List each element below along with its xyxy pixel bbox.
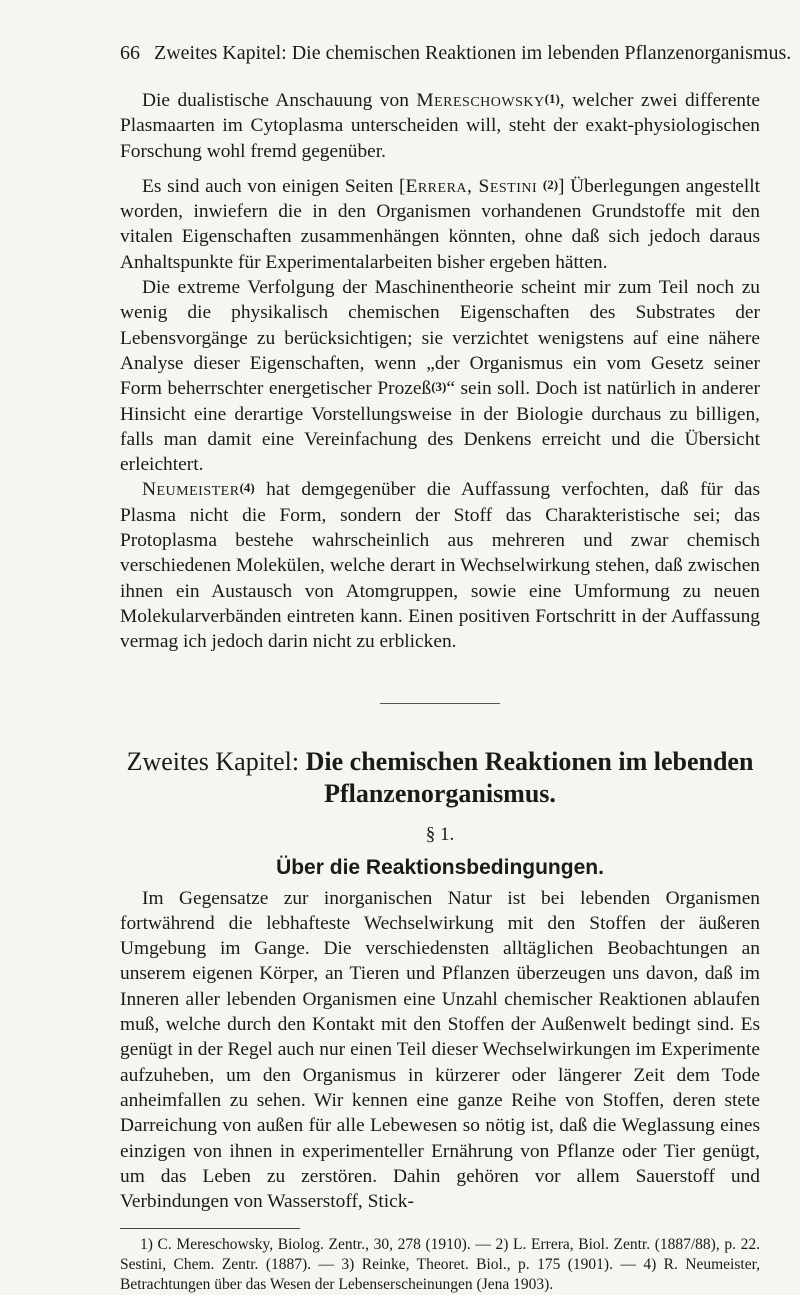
paragraph-3 xyxy=(120,275,760,477)
running-title: Zweites Kapitel: Die chemischen Reaktionen im lebenden Pflanzenorganismus. xyxy=(154,42,792,64)
p1-text-b: , welcher zwei differente Plasmaarten im Cytoplasma unterscheiden will, steht der exakt-physiologischen Forschung wohl fremd gegenüber. xyxy=(120,90,760,162)
footnotes: 1) C. Mereschowsky, Biolog. Zentr., 30, 278 (1910). — 2) L. Errera, Biol. Zentr. (1887/88), p. 22. Sestini, Chem. Zentr. (1887). — 3) Reinke, Theoret. Biol., p. 175 (1901). — 4) R. Neumeister, Betrachtungen über das Wesen der Lebenserscheinungen (Jena 1903). xyxy=(120,1236,760,1294)
chapter-title-bold: Die chemischen Reaktionen im lebenden Pflanzenorganismus. xyxy=(305,746,754,808)
footnote-ref-4[interactable]: (4) xyxy=(239,480,255,496)
p2-text-b: ] Überlegungen angestellt worden, inwiefern die in den Organismen vorhandenen Grundstoffe mit den vitalen Eigenschaften zusammenhängen könnten, ohne daß sich jedoch daraus Anhaltspunkte für Experimentalarbeiten bisher ergeben hätten. xyxy=(120,175,760,273)
section-number: § 1. xyxy=(425,823,455,845)
footnote-ref-3[interactable]: (3) xyxy=(431,379,447,395)
author-mereschowsky: Mereschowsky xyxy=(416,90,545,111)
footnote-ref-1[interactable]: (1) xyxy=(544,91,560,106)
paragraph-2 xyxy=(120,174,760,275)
p1-text-a: Die dualistische Anschauung von xyxy=(142,90,417,111)
chapter-title xyxy=(120,746,760,810)
author-errera-sestini: Errera, Sestini xyxy=(405,175,538,197)
footnote-ref-2[interactable]: (2) xyxy=(542,176,559,192)
p3-text-a: Die extreme Verfolgung der Maschinentheorie scheint mir zum Teil noch zu wenig die physikalisch chemischen Eigenschaften des Substrates der Lebensvorgänge zu berücksichtigen; sie verzichtet wenigstens auf eine nähere Analyse dieser Eigenschaften, wenn „der Organismus ein vom Gesetz seiner Form beherrschter energetischer Prozeß xyxy=(120,277,760,400)
p2-text-a: Es sind auch von einigen Seiten [ xyxy=(142,175,406,197)
p4-text-b: hat demgegenüber die Auffassung verfochten, daß für das Plasma nicht die Form, sondern der Stoff das Charakteristische sei; das Protoplasma bestehe wahrscheinlich aus mehreren und zwar chemisch verschiedenen Molekülen, welche derart in Wechselwirkung stehen, daß zwischen ihnen ein Austausch von Atomgruppen, sowie eine Umformung zu neuen Molekularverbänden eintreten kann. Einen positiven Fortschritt in der Auffassung vermag ich jedoch darin nicht zu erblicken. xyxy=(120,479,760,653)
paragraph-4 xyxy=(120,477,760,654)
p3-text-b: “ sein soll. Doch ist natürlich in anderer Hinsicht eine derartige Vorstellungsweise in der Biologie durchaus zu billigen, falls man damit eine Vereinfachung des Denkens erreicht und die Übersicht erleichtert. xyxy=(120,378,760,476)
author-neumeister: Neumeister xyxy=(142,479,240,501)
footnote-rule xyxy=(120,1228,300,1229)
section-title: Über die Reaktionsbedingungen. xyxy=(276,855,604,879)
section-divider xyxy=(380,703,500,704)
page xyxy=(120,40,792,1295)
paragraph-1 xyxy=(120,88,760,164)
chapter-prefix: Zweites Kapitel: xyxy=(126,746,300,776)
page-number: 66 xyxy=(120,42,140,64)
chapter-body: Im Gegensatze zur inorganischen Natur ist bei lebenden Organismen fortwährend die lebhafteste Wechselwirkung mit den Stoffen der äußeren Umgebung im Gange. Die verschiedensten alltäglichen Beobachtungen an unserem eigenen Körper, an Tieren und Pflanzen überzeugen uns davon, daß im Inneren aller lebenden Organismen eine Unzahl chemischer Reaktionen ablaufen muß, welche durch den Kontakt mit den Stoffen der Außenwelt bedingt sind. Es genügt in der Regel auch nur einen Teil dieser Wechselwirkungen im Experimente aufzuheben, um den Organismus in kürzerer oder längerer Zeit dem Tode anheimfallen zu sehen. Wir kennen eine ganze Reihe von Stoffen, deren stete Darreichung von außen für alle Lebewesen so nötig ist, daß die Weglassung eines einzigen von ihnen in experimenteller Ernährung von Pflanze oder Tier genügt, um das Leben zu zerstören. Dahin gehören vor allem Sauerstoff und Verbindungen von Wasserstoff, Stick- xyxy=(120,887,760,1213)
running-head xyxy=(120,40,792,66)
